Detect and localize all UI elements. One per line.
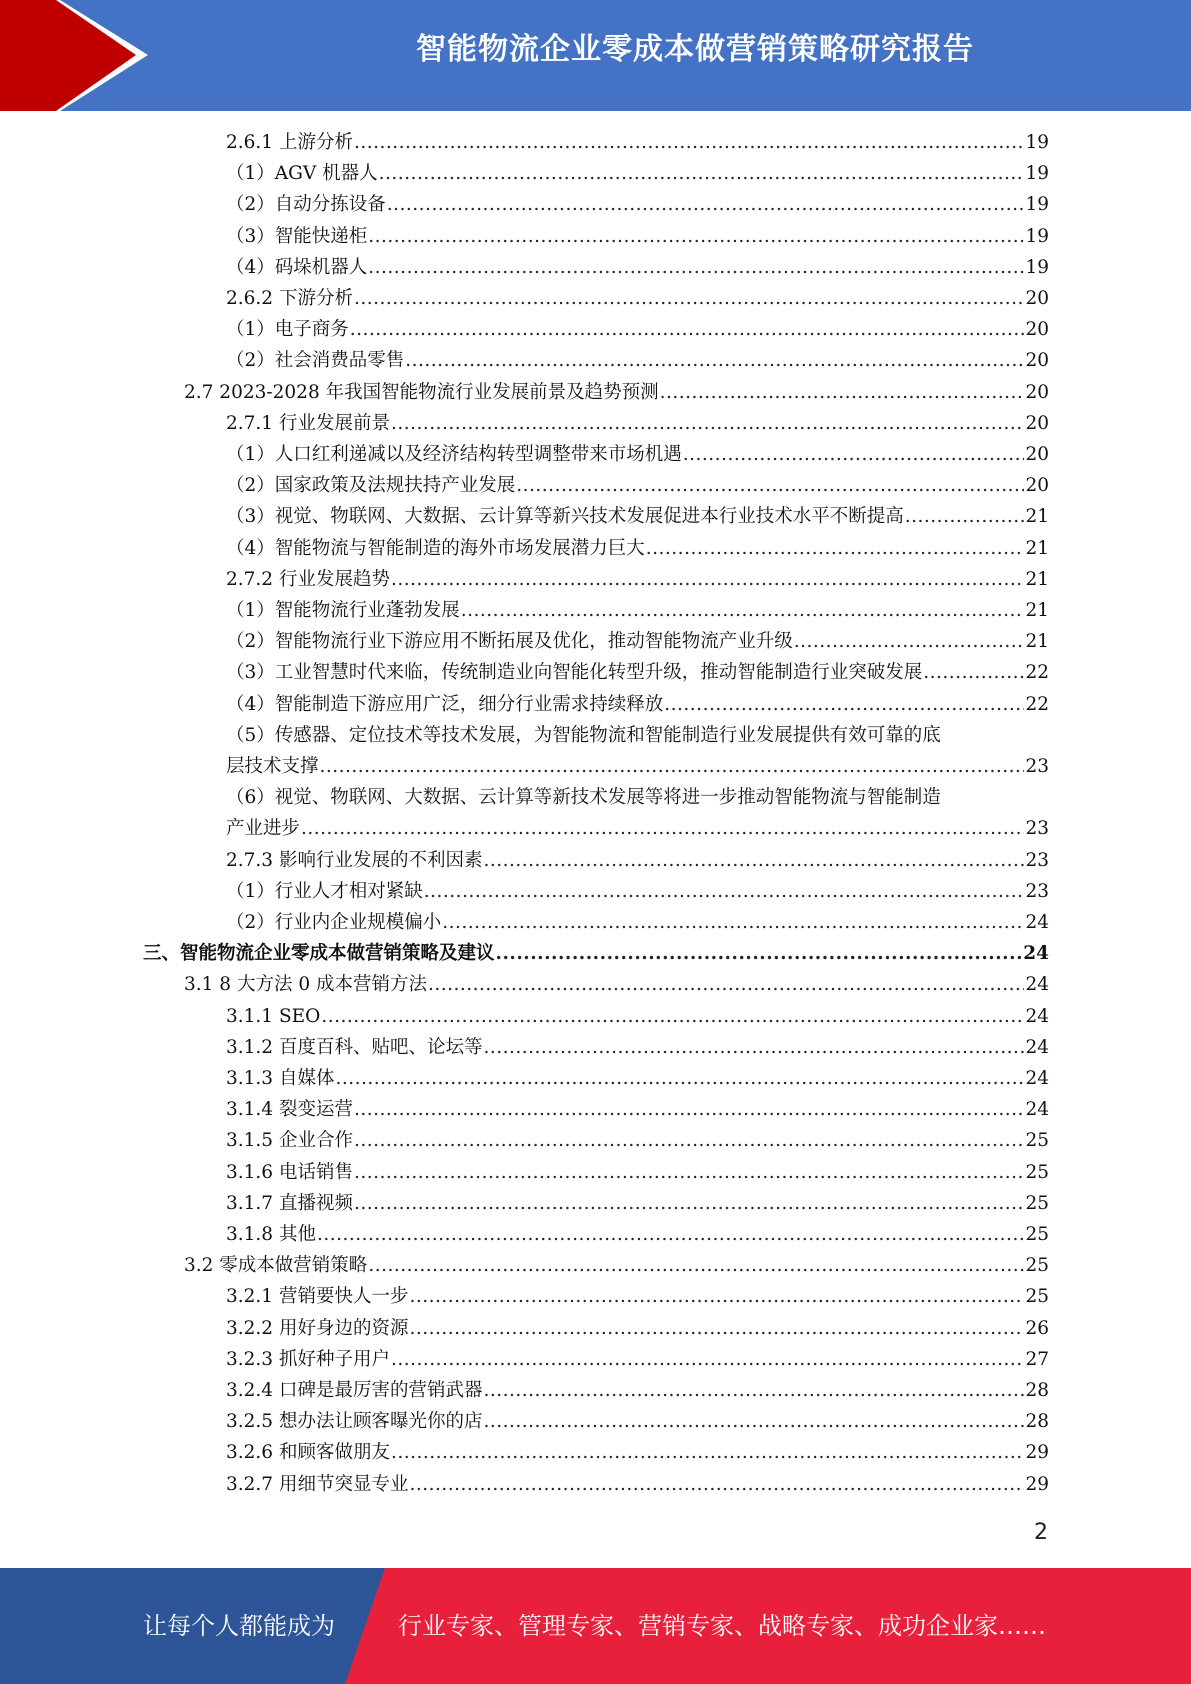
toc-entry[interactable] [0, 1157, 1191, 1188]
toc-dot-leader [320, 751, 1025, 782]
toc-entry-title: （1）智能物流行业蓬勃发展 [226, 600, 460, 621]
toc-entry-page: 24 [1025, 1005, 1049, 1027]
toc-dot-leader [354, 283, 1025, 314]
toc-entry[interactable] [0, 1188, 1191, 1219]
toc-dot-leader [794, 626, 1025, 657]
toc-entry[interactable] [0, 595, 1191, 626]
toc-dot-leader [317, 1219, 1025, 1250]
toc-dot-leader [387, 189, 1025, 220]
toc-entry-title: 3.1.1 SEO [226, 1005, 321, 1027]
toc-entry[interactable] [0, 1125, 1191, 1156]
toc-entry-title: （2）智能物流行业下游应用不断拓展及优化，推动智能物流产业升级 [226, 631, 793, 653]
toc-entry-page: 25 [1025, 1192, 1049, 1214]
toc-entry-title: （5）传感器、定位技术等技术发展，为智能物流和智能制造行业发展提供有效可靠的底 [226, 724, 941, 746]
toc-dot-leader [379, 158, 1025, 189]
toc-dot-leader [442, 907, 1024, 938]
toc-entry[interactable] [0, 938, 1191, 969]
toc-entry-title: 3.1 8 大方法 0 成本营销方法 [184, 974, 427, 996]
toc-entry[interactable] [0, 408, 1191, 439]
toc-entry-title: 2.7.3 影响行业发展的不利因素 [226, 849, 483, 871]
toc-entry-page: 23 [1025, 849, 1049, 871]
toc-entry[interactable] [0, 345, 1191, 376]
toc-entry-title: 3.1.6 电话销售 [226, 1161, 353, 1183]
toc-dot-leader [905, 501, 1025, 532]
toc-entry-page: 25 [1025, 1255, 1049, 1277]
toc-entry-page: 21 [1025, 568, 1049, 590]
toc-entry-title: （2）社会消费品零售 [226, 350, 405, 372]
toc-entry-page: 26 [1025, 1317, 1049, 1339]
toc-entry-page: 25 [1025, 1130, 1049, 1152]
toc-entry[interactable] [0, 1344, 1191, 1375]
toc-entry[interactable] [0, 1469, 1191, 1500]
toc-entry-title: 3.2.2 用好身边的资源 [226, 1317, 409, 1339]
toc-entry-page: 19 [1025, 225, 1049, 247]
toc-entry[interactable] [0, 1001, 1191, 1032]
toc-dot-leader [354, 1188, 1025, 1219]
toc-entry-title: 3.1.3 自媒体 [226, 1068, 335, 1089]
toc-dot-leader [354, 1125, 1025, 1156]
toc-entry-title: 3.2.5 想办法让顾客曝光你的店 [226, 1411, 483, 1433]
toc-dot-leader [335, 1063, 1024, 1094]
toc-entry-title: 2.6.2 下游分析 [226, 288, 353, 309]
toc-entry-page: 23 [1025, 818, 1049, 840]
toc-dot-leader [483, 1032, 1024, 1063]
toc-dot-leader [405, 345, 1024, 376]
toc-entry-page: 28 [1025, 1380, 1049, 1401]
toc-entry-page: 21 [1025, 537, 1049, 559]
toc-entry[interactable] [0, 1406, 1191, 1437]
toc-dot-leader [321, 1001, 1024, 1032]
footer-slogan-right: 行业专家、管理专家、营销专家、战略专家、成功企业家…… [398, 1612, 1046, 1640]
toc-entry-page: 20 [1025, 350, 1049, 372]
toc-entry[interactable] [0, 1313, 1191, 1344]
toc-entry-title: （4）码垛机器人 [226, 256, 368, 278]
toc-dot-leader [923, 657, 1024, 688]
toc-entry[interactable] [0, 1250, 1191, 1281]
toc-entry-page: 25 [1025, 1161, 1049, 1183]
toc-entry-title: （6）视觉、物联网、大数据、云计算等新技术发展等将进一步推动智能物流与智能制造 [226, 787, 941, 809]
toc-dot-leader [483, 845, 1024, 876]
toc-entry[interactable] [0, 626, 1191, 657]
footer-slogan-left: 让每个人都能成为 [143, 1612, 335, 1640]
toc-dot-leader [354, 127, 1025, 158]
toc-entry-page: 19 [1025, 194, 1049, 216]
toc-entry-title: （2）自动分拣设备 [226, 194, 386, 216]
toc-entry-title: 3.2.7 用细节突显专业 [226, 1473, 409, 1495]
toc-entry-title: （3）视觉、物联网、大数据、云计算等新兴技术发展促进本行业技术水平不断提高 [226, 506, 904, 528]
toc-entry[interactable] [0, 720, 1191, 751]
toc-dot-leader [683, 439, 1025, 470]
toc-dot-leader [516, 470, 1024, 501]
toc-dot-leader [461, 595, 1025, 626]
toc-entry-page: 29 [1025, 1442, 1049, 1464]
toc-entry-page: 20 [1025, 412, 1049, 434]
toc-entry[interactable] [0, 252, 1191, 283]
toc-dot-leader [391, 1344, 1024, 1375]
toc-entry-page: 19 [1025, 163, 1049, 185]
toc-entry-page: 21 [1025, 600, 1049, 621]
toc-entry[interactable] [0, 1437, 1191, 1468]
toc-entry[interactable] [0, 751, 1191, 782]
toc-dot-leader [424, 876, 1025, 907]
toc-entry[interactable] [0, 782, 1191, 813]
toc-entry-title: （3）智能快递柜 [226, 225, 368, 247]
toc-entry-page: 24 [1025, 974, 1049, 996]
toc-entry-title: 产业进步 [226, 818, 301, 840]
toc-entry[interactable] [0, 1094, 1191, 1125]
toc-dot-leader [354, 1157, 1025, 1188]
toc-entry-title: 2.7.2 行业发展趋势 [226, 568, 390, 590]
toc-entry-page: 27 [1025, 1348, 1049, 1370]
toc-entry-title: （4）智能制造下游应用广泛，细分行业需求持续释放 [226, 693, 664, 715]
toc-entry-title: （2）行业内企业规模偏小 [226, 912, 442, 933]
report-title: 智能物流企业零成本做营销策略研究报告 [416, 32, 974, 67]
toc-dot-leader [664, 689, 1024, 720]
toc-entry[interactable] [0, 657, 1191, 688]
toc-entry-page: 29 [1025, 1473, 1049, 1495]
toc-entry-title: 2.6.1 上游分析 [226, 132, 353, 153]
toc-entry-title: 3.2.6 和顾客做朋友 [226, 1442, 390, 1464]
toc-dot-leader [409, 1469, 1024, 1500]
toc-dot-leader [409, 1313, 1024, 1344]
toc-entry-title: 3.2.3 抓好种子用户 [226, 1348, 390, 1370]
toc-entry-page: 24 [1023, 943, 1049, 965]
toc-entry[interactable] [0, 158, 1191, 189]
toc-entry-title: 2.7.1 行业发展前景 [226, 412, 390, 434]
toc-dot-leader [391, 1437, 1024, 1468]
toc-entry[interactable] [0, 501, 1191, 532]
toc-entry[interactable] [0, 189, 1191, 220]
toc-entry[interactable] [0, 813, 1191, 844]
toc-dot-leader [660, 377, 1025, 408]
toc-dot-leader [483, 1375, 1024, 1406]
toc-dot-leader [391, 408, 1024, 439]
toc-entry-page: 20 [1025, 319, 1049, 341]
toc-entry-title: （2）国家政策及法规扶持产业发展 [226, 475, 516, 497]
toc-entry-page: 20 [1025, 444, 1049, 465]
toc-entry-page: 19 [1025, 132, 1049, 153]
toc-dot-leader [350, 314, 1025, 345]
toc-entry-page: 21 [1025, 631, 1049, 653]
toc-entry-page: 25 [1025, 1286, 1049, 1308]
toc-entry-page: 22 [1025, 662, 1049, 684]
toc-entry-title: 3.1.5 企业合作 [226, 1130, 353, 1152]
toc-dot-leader [428, 969, 1024, 1000]
toc-entry[interactable] [0, 439, 1191, 470]
toc-entry-title: 3.1.2 百度百科、贴吧、论坛等 [226, 1036, 483, 1058]
toc-dot-leader [368, 252, 1024, 283]
toc-entry-page: 21 [1025, 506, 1049, 528]
toc-entry[interactable] [0, 564, 1191, 595]
toc-entry-page: 20 [1025, 475, 1049, 497]
toc-entry-page: 20 [1025, 381, 1049, 403]
toc-dot-leader [391, 564, 1024, 595]
toc-dot-leader [301, 813, 1024, 844]
toc-entry[interactable] [0, 1281, 1191, 1312]
toc-entry-page: 22 [1025, 693, 1049, 715]
toc-entry-title: 3.1.8 其他 [226, 1224, 316, 1245]
toc-entry[interactable] [0, 845, 1191, 876]
page-footer [0, 1568, 1191, 1684]
toc-entry[interactable] [0, 1219, 1191, 1250]
toc-dot-leader [368, 1250, 1024, 1281]
toc-entry-page: 24 [1025, 1068, 1049, 1089]
toc-entry-page: 28 [1025, 1411, 1049, 1433]
toc-entry-title: （4）智能物流与智能制造的海外市场发展潜力巨大 [226, 537, 645, 559]
toc-entry-title: 3.2.4 口碑是最厉害的营销武器 [226, 1380, 483, 1401]
toc-entry[interactable] [0, 907, 1191, 938]
toc-dot-leader [496, 938, 1023, 969]
toc-entry[interactable] [0, 876, 1191, 907]
toc-entry[interactable] [0, 1063, 1191, 1094]
toc-entry-page: 25 [1025, 1224, 1049, 1245]
toc-entry-title: （1）电子商务 [226, 319, 349, 341]
toc-entry-title: 三、智能物流企业零成本做营销策略及建议 [143, 943, 495, 965]
toc-entry-title: 层技术支撑 [226, 756, 319, 777]
toc-entry-title: （1）行业人才相对紧缺 [226, 880, 423, 902]
toc-entry-page: 23 [1025, 756, 1049, 777]
toc-entry-page: 20 [1025, 288, 1049, 309]
toc-entry[interactable] [0, 221, 1191, 252]
toc-entry[interactable] [0, 1375, 1191, 1406]
toc-dot-leader [368, 221, 1024, 252]
toc-dot-leader [409, 1281, 1024, 1312]
toc-entry-title: 3.2 零成本做营销策略 [184, 1255, 368, 1277]
toc-entry[interactable] [0, 377, 1191, 408]
toc-entry[interactable] [0, 470, 1191, 501]
toc-entry[interactable] [0, 127, 1191, 158]
toc-dot-leader [646, 533, 1025, 564]
toc-dot-leader [354, 1094, 1025, 1125]
toc-entry-page: 19 [1025, 256, 1049, 278]
page-number: 2 [1034, 1520, 1048, 1545]
toc-entry[interactable] [0, 1032, 1191, 1063]
toc-entry-title: （1）AGV 机器人 [226, 163, 378, 185]
toc-entry[interactable] [0, 283, 1191, 314]
page-header [0, 0, 1191, 111]
toc-entry-title: （1）人口红利递减以及经济结构转型调整带来市场机遇 [226, 444, 682, 465]
toc-entry-title: 3.1.7 直播视频 [226, 1192, 353, 1214]
toc-entry-title: 3.1.4 裂变运营 [226, 1099, 353, 1121]
toc-entry-title: 2.7 2023-2028 年我国智能物流行业发展前景及趋势预测 [184, 381, 659, 403]
toc-entry[interactable] [0, 689, 1191, 720]
toc-entry-title: （3）工业智慧时代来临，传统制造业向智能化转型升级，推动智能制造行业突破发展 [226, 662, 923, 684]
toc-entry[interactable] [0, 969, 1191, 1000]
toc-entry-page: 24 [1025, 912, 1049, 933]
toc-entry-page: 23 [1025, 880, 1049, 902]
toc-dot-leader [483, 1406, 1024, 1437]
toc-entry-title: 3.2.1 营销要快人一步 [226, 1286, 409, 1308]
toc-entry[interactable] [0, 314, 1191, 345]
toc-entry-page: 24 [1025, 1099, 1049, 1121]
toc-entry[interactable] [0, 533, 1191, 564]
toc-entry-page: 24 [1025, 1036, 1049, 1058]
